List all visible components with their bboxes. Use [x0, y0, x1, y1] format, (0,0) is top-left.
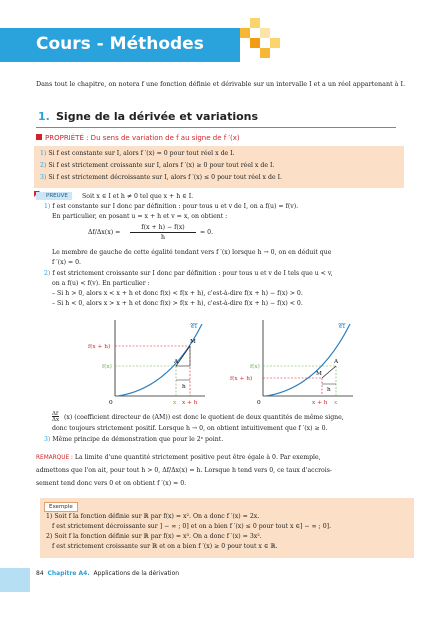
deco-square: [250, 38, 260, 48]
remark-label: REMARQUE :: [36, 455, 73, 461]
delta-fraction: Δf Δx: [52, 411, 60, 423]
xh-label: x + h: [182, 400, 198, 406]
proof-line: 2) f est strictement croissante sur I donc par définition : pour tous u et v de I tels que u < v,: [44, 270, 333, 277]
point-A: A: [174, 359, 179, 365]
footer-title: Applications de la dérivation: [93, 570, 180, 577]
section-number: 1.: [38, 110, 50, 123]
proof-line: f ′(x) = 0.: [52, 259, 82, 266]
page-number: 84: [36, 570, 44, 577]
point-M: M: [316, 371, 322, 377]
proof-line: 3) Même principe de démonstration que pour le 2ᵉ point.: [44, 436, 224, 443]
proof-tag: PREUVE: [36, 192, 72, 200]
fraction-bar: [130, 232, 196, 233]
footer-bar: [0, 568, 30, 592]
point-M: M: [190, 339, 196, 345]
proof-line: on a f(u) < f(v). En particulier :: [52, 280, 150, 287]
remark-line: REMARQUE : La limite d'une quantité strictement positive peut être égale à 0. Par exemple,: [36, 454, 321, 461]
property-item: 2) Si f est strictement croissante sur I, alors f ′(x) ≥ 0 pour tout réel x de I.: [40, 162, 275, 169]
curve: [118, 324, 202, 396]
example-line: 1) Soit f la fonction définie sur ℝ par f(x) = x². On a donc f ′(x) = 2x.: [46, 513, 260, 520]
h-label: h: [327, 387, 331, 393]
graph-increasing-h-negative: [228, 318, 358, 410]
proof-line: (x) (coefficient directeur de (AM)) est donc le quotient de deux quantités de même signe,: [64, 414, 344, 421]
proof-line: – Si h > 0, alors x < x + h et donc f(x) < f(x + h), c'est-à-dire f(x + h) − f(x) > 0.: [52, 290, 303, 297]
point-A: A: [334, 359, 339, 365]
example-tag: Exemple: [44, 502, 78, 512]
proof-line: Le membre de gauche de cette égalité tendant vers f ′(x) lorsque h → 0, on en déduit que: [52, 249, 332, 256]
fx-label: f(x): [102, 364, 112, 370]
property-heading: [36, 134, 240, 142]
deco-square: [260, 28, 270, 38]
section-rule: [36, 127, 396, 128]
deco-square: [240, 28, 250, 38]
footer: [36, 570, 179, 577]
fxh-label: f(x + h): [88, 344, 111, 350]
example-line: 2) Soit f la fonction définie sur ℝ par f(x) = x³. On a donc f ′(x) = 3x².: [46, 533, 262, 540]
remark-line: sement tend donc vers 0 et on obtient f ′(x) = 0.: [36, 480, 187, 487]
property-item: 3) Si f est strictement décroissante sur I, alors f ′(x) ≤ 0 pour tout réel x de I.: [40, 174, 283, 181]
example-line: f est strictement décroissante sur ] − ∞ ; 0] et on a bien f ′(x) ≤ 0 pour tout x ∈] − ∞ ; 0].: [52, 523, 332, 530]
secant: [322, 366, 336, 378]
intro-text: Dans tout le chapitre, on notera f une fonction définie et dérivable sur un intervalle I et a un réel appartenant à I.: [36, 80, 406, 88]
h-label: h: [182, 384, 186, 390]
proof-formula-left: Δf/Δx(x) =: [88, 229, 121, 236]
example-line: f est strictement croissante sur ℝ et on a bien f ′(x) ≥ 0 pour tout x ∈ ℝ.: [52, 543, 278, 550]
remark-line: admettons que l'on ait, pour tout h > 0, Δf/Δx(x) = h. Lorsque h tend vers 0, ce taux d'accrois-: [36, 467, 332, 474]
property-label: PROPRIÉTÉ : Du sens de variation de f au signe de f ′(x): [45, 134, 240, 142]
proof-formula-den: h: [161, 234, 165, 241]
deco-square: [260, 48, 270, 58]
curve-label: 𝒞f: [190, 322, 198, 330]
proof-line: En particulier, en posant u = x + h et v = x, on obtient :: [52, 213, 228, 220]
proof-line: donc toujours strictement positif. Lorsque h → 0, on obtient intuitivement que f ′(x) ≥ 0.: [52, 425, 328, 432]
origin-label: 0: [257, 400, 261, 406]
curve-label: 𝒞f: [338, 322, 346, 330]
proof-intro: Soit x ∈ I et h ≠ 0 tel que x + h ∈ I.: [82, 193, 194, 200]
fxh-label: f(x + h): [230, 376, 253, 382]
proof-line: – Si h < 0, alors x > x + h et donc f(x) > f(x + h), c'est-à-dire f(x + h) − f(x) < 0.: [52, 300, 303, 307]
page-title: Cours - Méthodes: [36, 34, 204, 54]
fx-label: f(x): [250, 364, 260, 370]
property-square-icon: [36, 134, 42, 140]
section-title: Signe de la dérivée et variations: [56, 110, 259, 123]
x-label: x: [334, 400, 338, 406]
footer-chapter: Chapitre A4.: [47, 570, 90, 577]
proof-line: 1) f est constante sur I donc par définition : pour tous u et v de I, on a f(u) = f(v).: [44, 203, 299, 210]
x-label: x: [173, 400, 177, 406]
xh-label: x + h: [312, 400, 328, 406]
deco-square: [250, 18, 260, 28]
deco-square: [270, 38, 280, 48]
graph-increasing-h-positive: [80, 318, 210, 410]
property-item: 1) Si f est constante sur I, alors f ′(x) = 0 pour tout réel x de I.: [40, 150, 235, 157]
proof-formula-right: = 0.: [200, 229, 214, 236]
proof-formula-num: f(x + h) − f(x): [141, 224, 185, 231]
origin-label: 0: [109, 400, 113, 406]
